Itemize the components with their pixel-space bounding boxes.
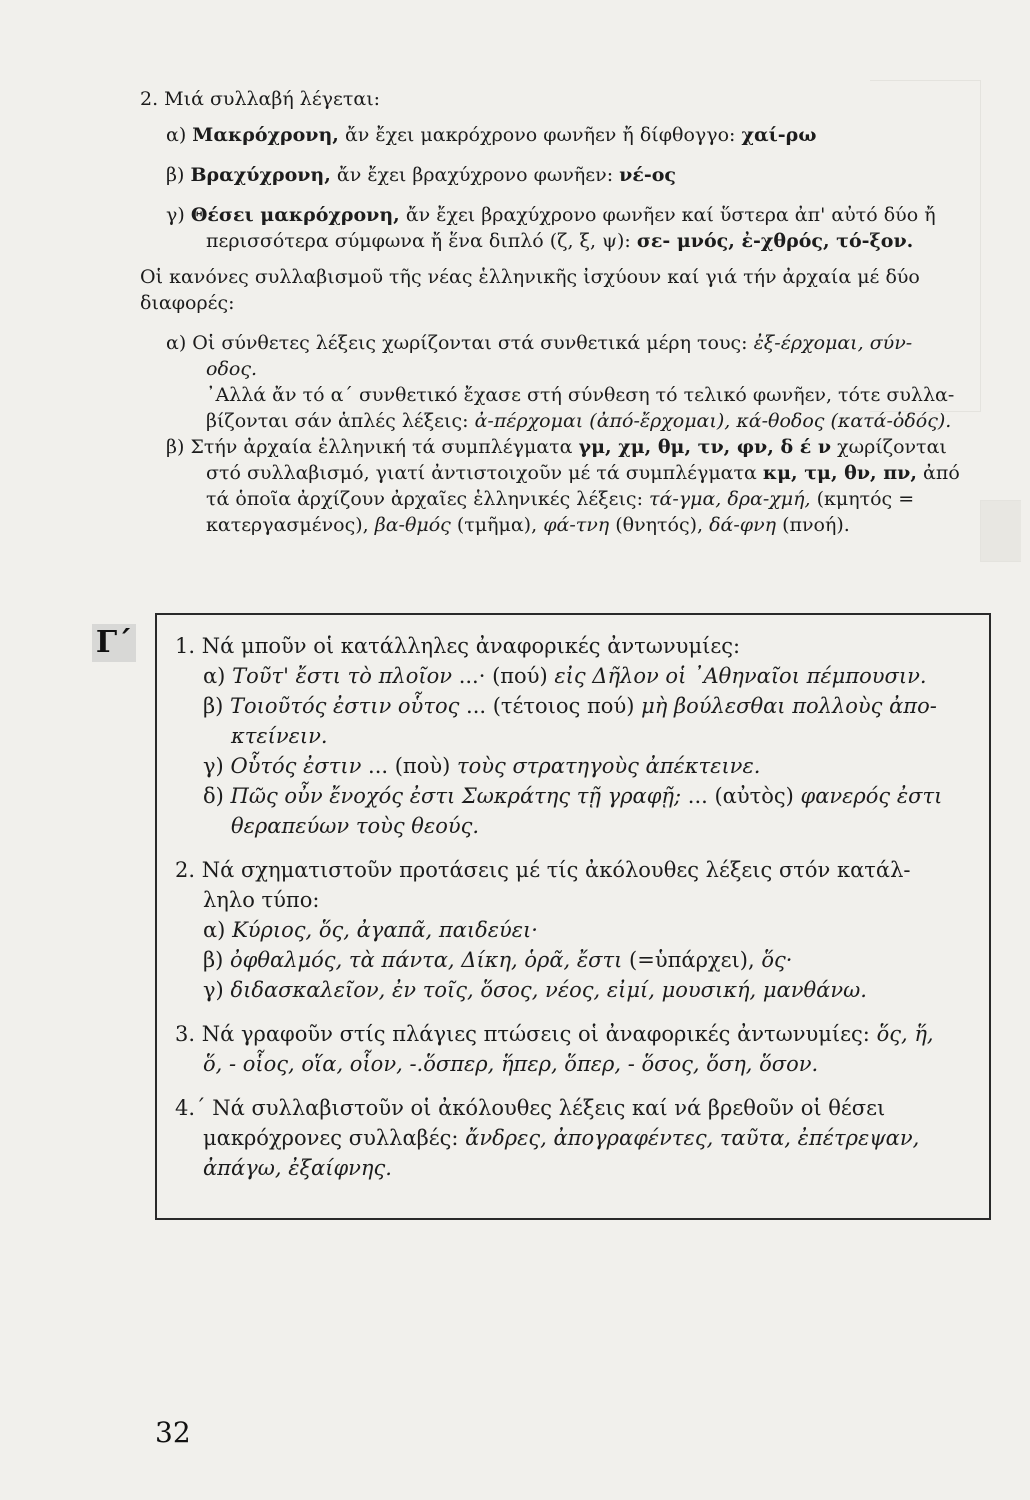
- difference-text: (πνοή).: [776, 514, 850, 536]
- definition-short: [140, 162, 980, 188]
- rules-intro-line-1: Οἱ κανόνες συλλαβισμοῦ τῆς νέας ἑλληνικῆς ἰσχύουν καί γιά τήν ἀρχαία μέ δύο: [140, 266, 920, 288]
- item-marker: δ): [203, 784, 224, 808]
- difference-examples: τά-γμα, δρα-χμή,: [649, 488, 811, 510]
- item-text: Πῶς οὖν ἔνοχός ἐστι Σωκράτης τῇ γραφῇ;: [230, 784, 682, 808]
- difference-marker: β): [166, 436, 185, 458]
- definition-text: ἄν ἔχει βραχύχρονο φωνῆεν:: [330, 164, 620, 186]
- exercise-item: [175, 751, 975, 781]
- difference-b-line-4: [140, 512, 980, 538]
- difference-clusters: κμ, τμ, θν, πν,: [762, 462, 917, 484]
- definition-marker: β): [166, 164, 185, 186]
- exercise-title: 1. Νά μποῦν οἱ κατάλληλες ἀναφορικές ἀντωνυμίες:: [175, 634, 741, 658]
- definition-marker: γ): [166, 204, 185, 226]
- definition-example: χαί-ρω: [741, 124, 817, 146]
- difference-a-note-2: [140, 408, 980, 434]
- syllable-definitions: [140, 86, 980, 538]
- exercise-item: [175, 915, 975, 945]
- item-marker: α): [203, 664, 226, 688]
- syllable-heading: 2. Μιά συλλαβή λέγεται:: [140, 88, 381, 110]
- definition-example: νέ-ος: [619, 164, 677, 186]
- item-text: Τοιοῦτός ἐστιν οὗτος: [230, 694, 460, 718]
- definition-text: ἄν ἔχει μακρόχρονο φωνῆεν ἤ δίφθογγο:: [338, 124, 742, 146]
- item-text: κτείνειν.: [231, 724, 328, 748]
- exercise-title-words: ἀπάγω, ἐξαίφνης.: [203, 1156, 392, 1180]
- item-marker: α): [203, 918, 226, 942]
- difference-a-note-1: ᾿Αλλά ἄν τό α΄ συνθετικό ἔχασε στή σύνθεση τό τελικό φωνῆεν, τότε συλλα-: [206, 384, 955, 406]
- exercise-title: 4.΄ Νά συλλαβιστοῦν οἱ ἀκόλουθες λέξεις καί νά βρεθοῦν οἱ θέσει: [175, 1096, 886, 1120]
- item-hint: ... (τέτοιος πού): [459, 694, 642, 718]
- item-hint: (=ὑπάρχει),: [622, 948, 762, 972]
- difference-text: στό συλλαβισμό, γιατί ἀντιστοιχοῦν μέ τά συμπλέγματα: [206, 462, 763, 484]
- item-marker: γ): [203, 754, 224, 778]
- exercise-title: [175, 1019, 975, 1049]
- difference-a-cont: [140, 356, 980, 382]
- item-text: εἰς Δῆλον οἱ ᾿Αθηναῖοι πέμπουσιν.: [554, 664, 927, 688]
- exercises-list: [175, 631, 975, 1197]
- difference-a: [140, 330, 980, 356]
- difference-b: [140, 434, 980, 460]
- exercise-title-words: ἄνδρες, ἀπογραφέντες, ταῦτα, ἐπέτρεψαν,: [465, 1126, 920, 1150]
- exercise-title-words: ὅ, - οἷος, οἵα, οἷον, -.ὅσπερ, ἥπερ, ὅπερ, - ὅσος, ὅση, ὅσον.: [203, 1052, 819, 1076]
- item-marker: β): [203, 694, 224, 718]
- exercise-title-cont: [175, 1123, 975, 1153]
- definition-term: Θέσει μακρόχρονη,: [190, 204, 400, 226]
- exercise-4: [175, 1093, 975, 1183]
- exercise-title-words: ὅς, ἥ,: [876, 1022, 934, 1046]
- difference-text: (τμῆμα),: [450, 514, 544, 536]
- exercise-item-cont: [175, 811, 975, 841]
- difference-text: χωρίζονται: [831, 436, 947, 458]
- difference-examples: ἐξ-έρχομαι, σύν-: [753, 332, 913, 354]
- definition-text: περισσότερα σύμφωνα ἤ ἕνα διπλό (ζ, ξ, ψ):: [206, 230, 637, 252]
- definition-term: Βραχύχρονη,: [190, 164, 331, 186]
- rules-intro-line-2: διαφορές:: [140, 292, 235, 314]
- definition-example: σε- μνός, ἐ-χθρός, τό-ξον.: [636, 230, 914, 252]
- difference-text: (θνητός),: [609, 514, 710, 536]
- exercise-title: 2. Νά σχηματιστοῦν προτάσεις μέ τίς ἀκόλουθες λέξεις στόν κατάλ-: [175, 858, 911, 882]
- definition-marker: α): [166, 124, 187, 146]
- item-hint: ... (αὐτὸς): [681, 784, 801, 808]
- difference-examples: φά-τνη: [543, 514, 610, 536]
- page-number: 32: [155, 1416, 191, 1449]
- difference-text: κατεργασμένος),: [206, 514, 375, 536]
- exercise-item: [175, 781, 975, 811]
- difference-clusters: γμ, χμ, θμ, τν, φν, δ έ ν: [578, 436, 832, 458]
- item-text: Τοῦτ' ἔστι τὸ πλοῖον: [232, 664, 453, 688]
- item-text: φανερός ἐστι: [800, 784, 943, 808]
- difference-text: βίζονται σάν ἁπλές λέξεις:: [206, 410, 475, 432]
- exercise-title-text: 3. Νά γραφοῦν στίς πλάγιες πτώσεις οἱ ἀναφορικές ἀντωνυμίες:: [175, 1022, 877, 1046]
- exercise-1: [175, 631, 975, 841]
- item-text: διδασκαλεῖον, ἐν τοῖς, ὅσος, νέος, εἰμί, μουσική, μανθάνω.: [230, 978, 867, 1002]
- show-through-tab: [980, 500, 1021, 562]
- exercise-2: [175, 855, 975, 1005]
- item-marker: γ): [203, 978, 224, 1002]
- exercise-item: [175, 975, 975, 1005]
- exercise-title-text: μακρόχρονες συλλαβές:: [203, 1126, 466, 1150]
- difference-b-line-2: [140, 460, 980, 486]
- item-text: τοὺς στρατηγοὺς ἀπέκτεινε.: [457, 754, 761, 778]
- item-text: Οὗτός ἐστιν: [230, 754, 362, 778]
- difference-examples: δά-φνη: [709, 514, 777, 536]
- difference-text: Οἱ σύνθετες λέξεις χωρίζονται στά συνθετικά μέρη τους:: [192, 332, 754, 354]
- exercise-3: [175, 1019, 975, 1079]
- item-text: μὴ βούλεσθαι πολλοὺς ἀπο-: [641, 694, 937, 718]
- section-letter: Γ΄: [92, 624, 136, 662]
- item-hint: ... (ποὺ): [361, 754, 457, 778]
- definition-term: Μακρόχρονη,: [192, 124, 339, 146]
- difference-text: (κμητός =: [810, 488, 915, 510]
- definition-position-long: [140, 202, 980, 228]
- exercise-item: [175, 661, 975, 691]
- definition-text: ἄν ἔχει βραχύχρονο φωνῆεν καί ὕστερα ἀπ' αὐτό δύο ἤ: [399, 204, 936, 226]
- difference-text: τά ὁποῖα ἀρχίζουν ἀρχαῖες ἑλληνικές λέξεις:: [206, 488, 650, 510]
- item-text: ὀφθαλμός, τὰ πάντα, Δίκη, ὁρᾶ, ἔστι: [230, 948, 623, 972]
- difference-examples: ἀ-πέρχομαι (ἀπό-ἔρχομαι), κά-θοδος (κατά-ὁδός).: [474, 410, 952, 432]
- definition-long: [140, 122, 980, 148]
- item-hint: ...· (πού): [452, 664, 555, 688]
- difference-examples: οδος.: [206, 358, 257, 380]
- difference-examples: βα-θμός: [374, 514, 451, 536]
- item-text: ὅς·: [761, 948, 793, 972]
- item-text: Κύριος, ὅς, ἀγαπᾶ, παιδεύει·: [232, 918, 538, 942]
- exercise-item: [175, 691, 975, 721]
- exercise-title-cont: [175, 1153, 975, 1183]
- difference-text: ἀπό: [916, 462, 960, 484]
- difference-b-line-3: [140, 486, 980, 512]
- difference-marker: α): [166, 332, 187, 354]
- exercises-box: [155, 613, 991, 1220]
- exercise-item-cont: [175, 721, 975, 751]
- exercise-item: [175, 945, 975, 975]
- exercise-title-cont: [175, 1049, 975, 1079]
- difference-text: Στήν ἀρχαία ἑλληνική τά συμπλέγματα: [190, 436, 579, 458]
- definition-position-long-cont: [140, 228, 980, 254]
- item-marker: β): [203, 948, 224, 972]
- item-text: θεραπεύων τοὺς θεούς.: [231, 814, 480, 838]
- exercise-title-cont: ληλο τύπο:: [203, 888, 320, 912]
